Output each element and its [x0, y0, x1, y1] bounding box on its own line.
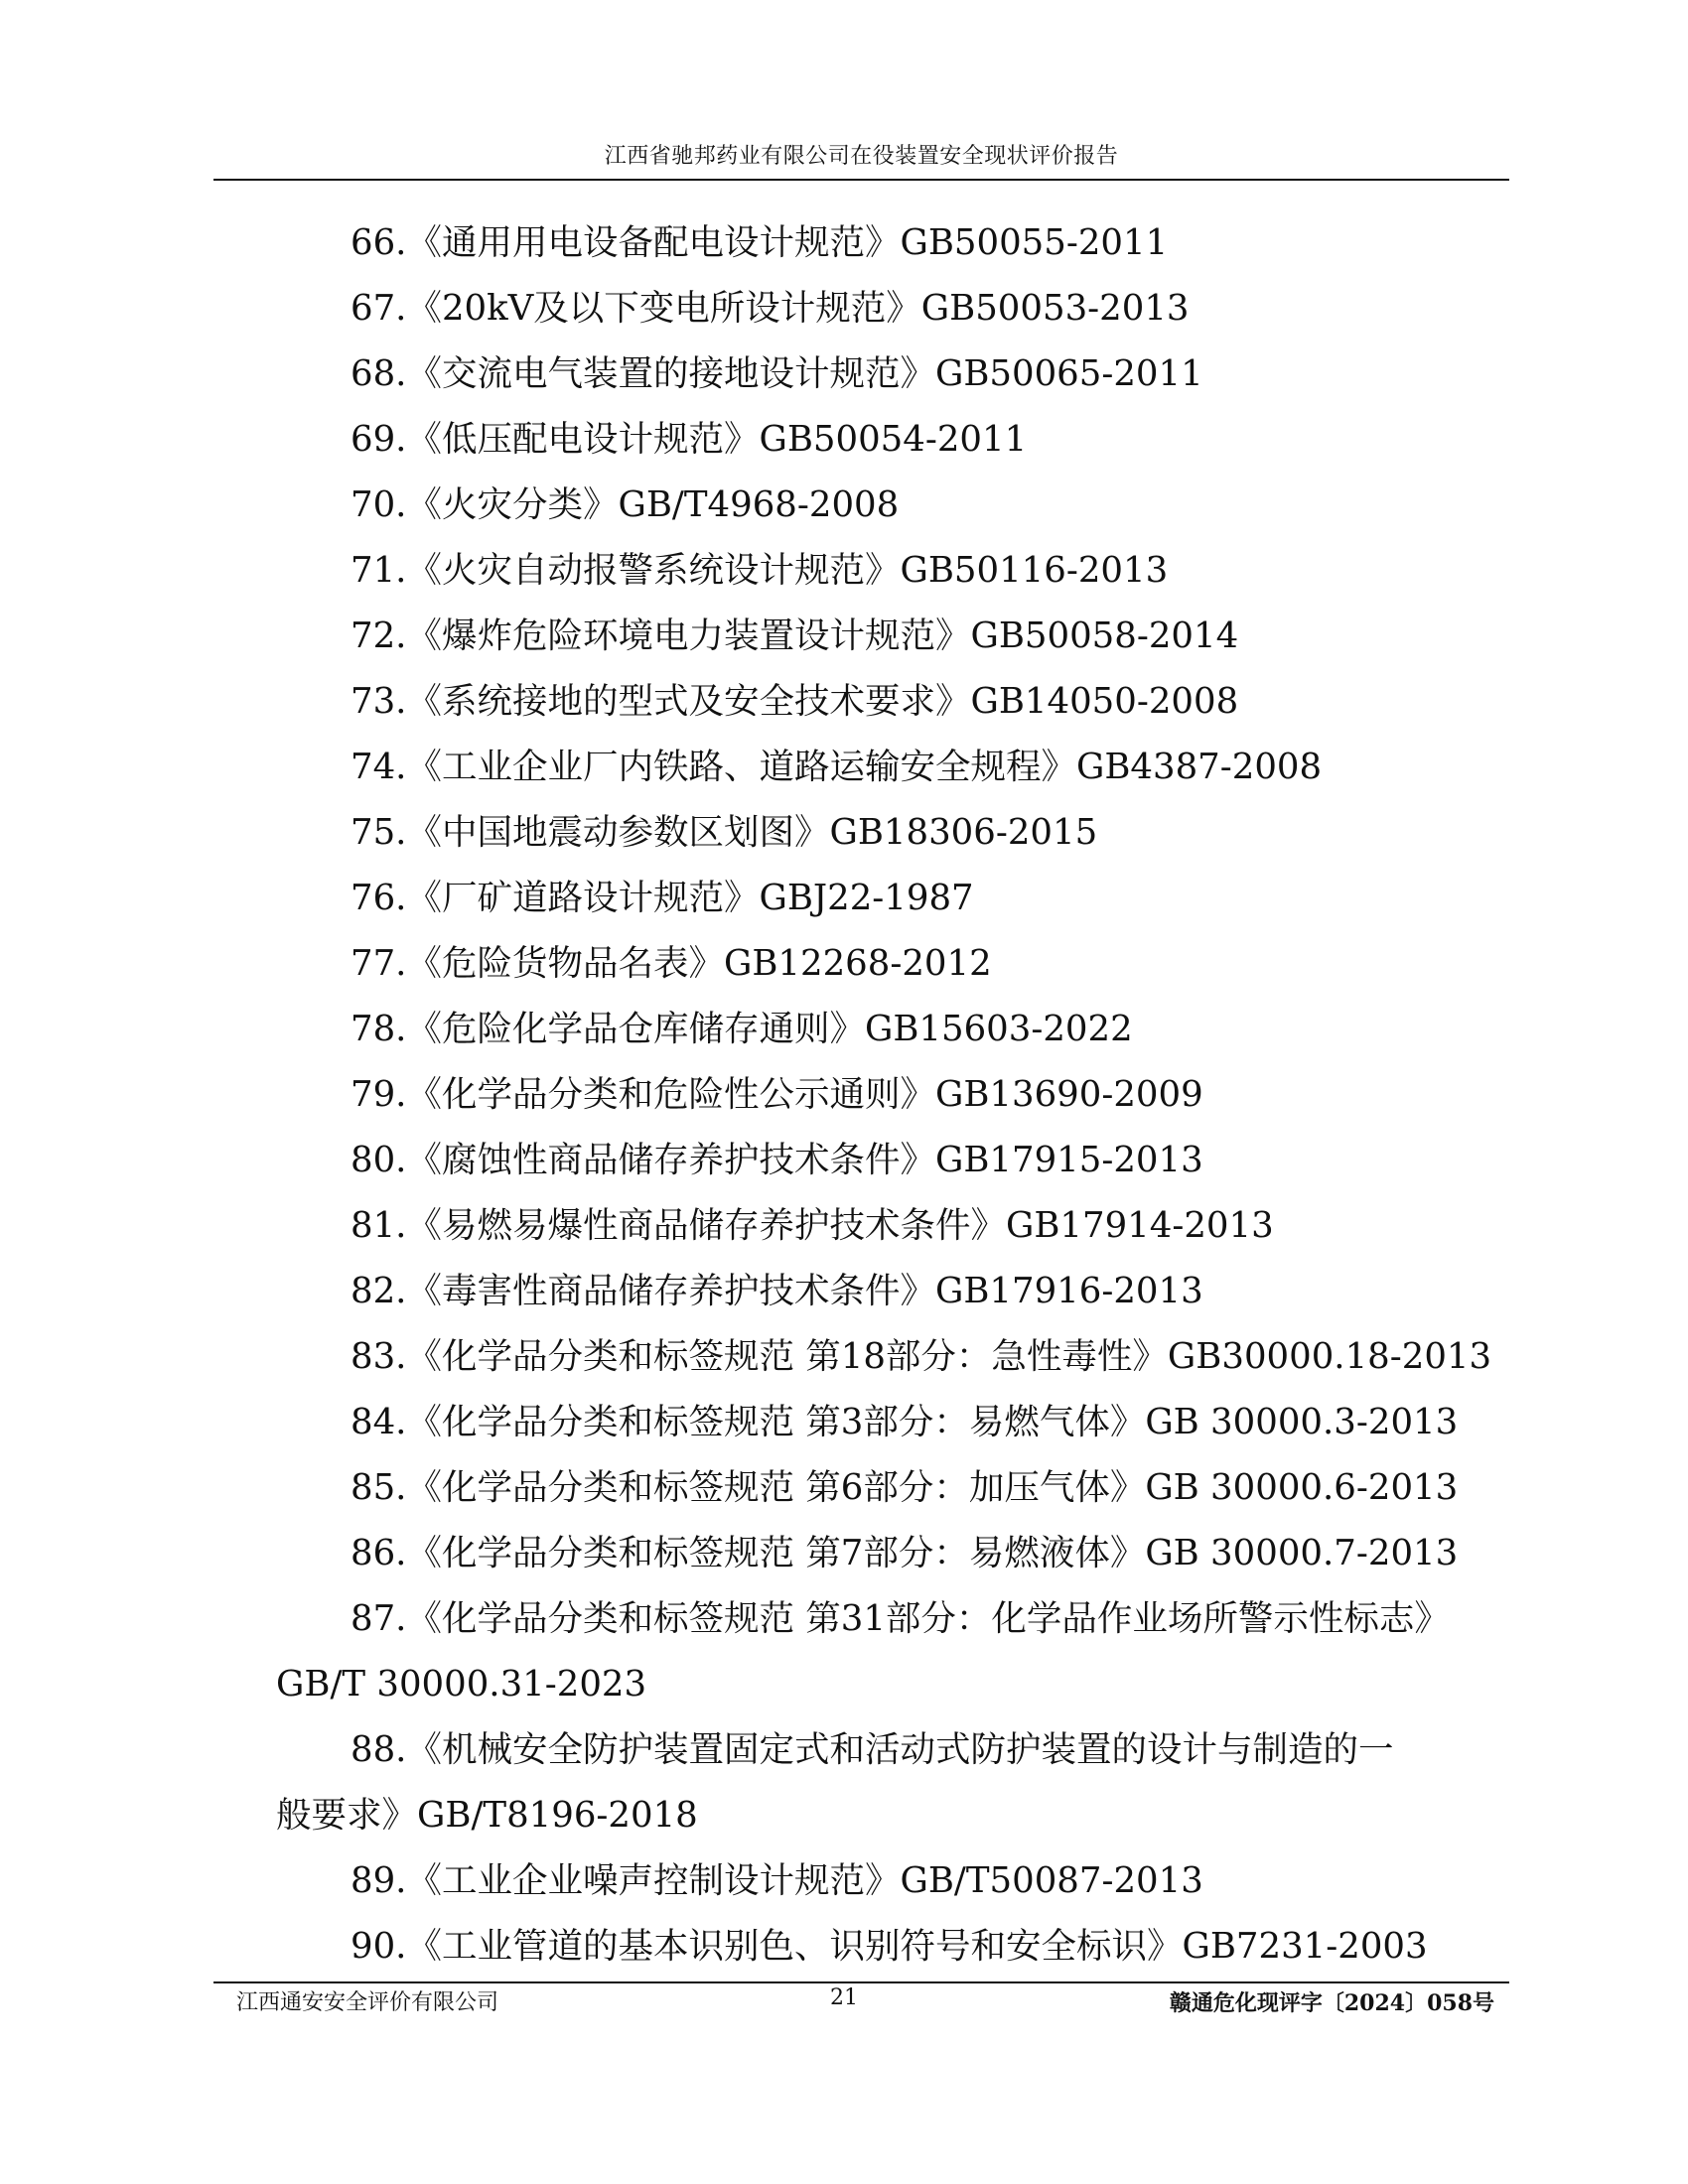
reference-text: 86.《化学品分类和标签规范 第7部分：易燃液体》GB 30000.7-2013: [351, 1533, 1459, 1573]
reference-item: [0, 1586, 1688, 1717]
page-header-title: 江西省驰邦药业有限公司在役装置安全现状评价报告: [604, 144, 1119, 169]
footer-doc-number: 赣通危化现评字〔2024〕058号: [1169, 1990, 1494, 2016]
reference-text: 81.《易燃易爆性商品储存养护技术条件》GB17914-2013: [351, 1205, 1274, 1246]
reference-text: 73.《系统接地的型式及安全技术要求》GB14050-2008: [351, 681, 1239, 722]
reference-text: 85.《化学品分类和标签规范 第6部分：加压气体》GB 30000.6-2013: [351, 1467, 1459, 1508]
reference-item: [0, 866, 1688, 931]
reference-item: [0, 407, 1688, 473]
reference-text: 84.《化学品分类和标签规范 第3部分：易燃气体》GB 30000.3-2013: [351, 1402, 1459, 1442]
reference-item: [0, 735, 1688, 800]
reference-item: [0, 1521, 1688, 1586]
reference-item: [0, 1914, 1688, 1979]
reference-item: [0, 1128, 1688, 1193]
reference-item: [0, 538, 1688, 604]
reference-text: 88.《机械安全防护装置固定式和活动式防护装置的设计与制造的一: [351, 1729, 1394, 1770]
reference-text: 66.《通用用电设备配电设计规范》GB50055-2011: [351, 222, 1169, 263]
reference-item: [0, 997, 1688, 1062]
reference-item: [0, 1390, 1688, 1455]
reference-text: 74.《工业企业厂内铁路、道路运输安全规程》GB4387-2008: [351, 747, 1323, 787]
reference-item: [0, 1324, 1688, 1390]
reference-text: 77.《危险货物品名表》GB12268-2012: [351, 943, 992, 984]
reference-text-continuation: GB/T 30000.31-2023: [276, 1664, 647, 1705]
reference-text: 69.《低压配电设计规范》GB50054-2011: [351, 419, 1028, 460]
reference-item: [0, 1717, 1688, 1848]
reference-item: [0, 1848, 1688, 1914]
reference-item: [0, 473, 1688, 538]
reference-text: 83.《化学品分类和标签规范 第18部分：急性毒性》GB30000.18-2013: [351, 1336, 1492, 1377]
reference-text: 78.《危险化学品仓库储存通则》GB15603-2022: [351, 1009, 1133, 1049]
reference-text: 87.《化学品分类和标签规范 第31部分：化学品作业场所警示性标志》: [351, 1598, 1450, 1639]
reference-item: [0, 800, 1688, 866]
reference-item: [0, 669, 1688, 735]
reference-text: 90.《工业管道的基本识别色、识别符号和安全标识》GB7231-2003: [351, 1926, 1428, 1967]
reference-text: 70.《火灾分类》GB/T4968-2008: [351, 484, 900, 525]
reference-item: [0, 210, 1688, 276]
header-divider: [213, 179, 1509, 181]
reference-text: 67.《20kV及以下变电所设计规范》GB50053-2013: [351, 288, 1190, 329]
reference-item: [0, 1193, 1688, 1259]
reference-item: [0, 1259, 1688, 1324]
reference-item: [0, 1062, 1688, 1128]
reference-text-continuation: 般要求》GB/T8196-2018: [276, 1795, 698, 1836]
reference-text: 68.《交流电气装置的接地设计规范》GB50065-2011: [351, 353, 1203, 394]
footer-company: 江西通安安全评价有限公司: [236, 1990, 499, 2015]
reference-item: [0, 276, 1688, 341]
reference-text: 82.《毒害性商品储存养护技术条件》GB17916-2013: [351, 1271, 1203, 1311]
reference-text: 89.《工业企业噪声控制设计规范》GB/T50087-2013: [351, 1860, 1203, 1901]
reference-text: 76.《厂矿道路设计规范》GBJ22-1987: [351, 878, 974, 918]
page-number: 21: [830, 1985, 858, 2010]
reference-item: [0, 604, 1688, 669]
reference-text: 72.《爆炸危险环境电力装置设计规范》GB50058-2014: [351, 615, 1239, 656]
reference-text: 80.《腐蚀性商品储存养护技术条件》GB17915-2013: [351, 1140, 1203, 1180]
reference-item: [0, 341, 1688, 407]
reference-item: [0, 1455, 1688, 1521]
reference-text: 75.《中国地震动参数区划图》GB18306-2015: [351, 812, 1098, 853]
reference-text: 79.《化学品分类和危险性公示通则》GB13690-2009: [351, 1074, 1203, 1115]
reference-list: [0, 210, 1688, 1979]
reference-text: 71.《火灾自动报警系统设计规范》GB50116-2013: [351, 550, 1169, 591]
reference-item: [0, 931, 1688, 997]
